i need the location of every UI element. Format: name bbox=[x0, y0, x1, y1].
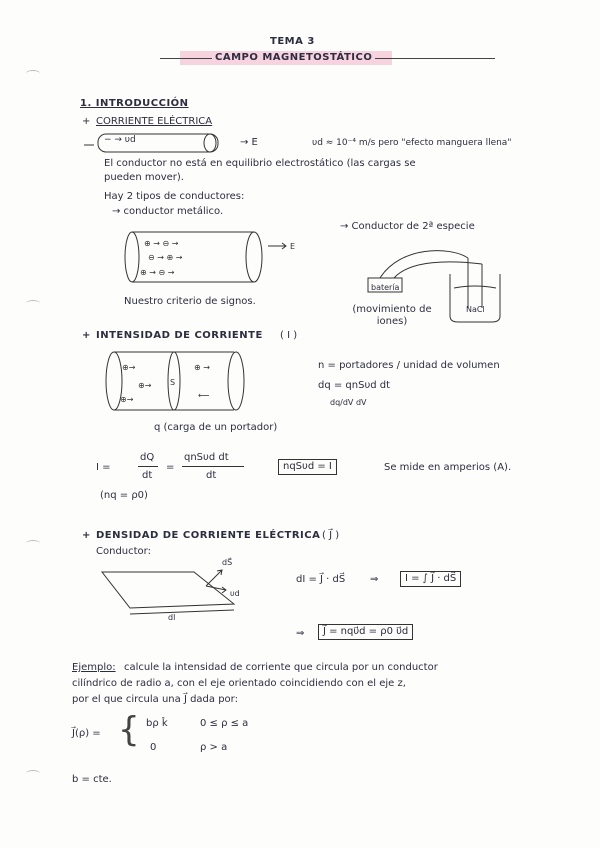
field-label: → E bbox=[240, 137, 258, 148]
theme-number: TEMA 3 bbox=[270, 36, 315, 47]
intensity-lhs: I = bbox=[96, 462, 111, 473]
piecewise-expression: 0 bbox=[150, 742, 157, 753]
conductor-label: Conductor: bbox=[96, 546, 151, 557]
implies-arrow: ⇒ bbox=[296, 628, 305, 639]
fraction-numerator: qnSυd dt bbox=[184, 452, 229, 463]
speed-note: υd ≈ 10⁻⁴ m/s pero "efecto manguera llena" bbox=[312, 138, 512, 148]
rho-note: (nq = ρ0) bbox=[100, 490, 148, 501]
carrier-density-definition: n = portadores / unidad de volumen bbox=[318, 360, 500, 371]
svg-text:⊖ → ⊕ →: ⊖ → ⊕ → bbox=[148, 253, 183, 262]
text-line: Hay 2 tipos de conductores: bbox=[104, 191, 245, 202]
punch-mark bbox=[26, 70, 40, 77]
fraction-denominator: dt bbox=[142, 470, 153, 481]
subsection-title: CORRIENTE ELÉCTRICA bbox=[96, 116, 213, 127]
conductor-type: → conductor metálico. bbox=[112, 206, 224, 217]
subsection-title: INTENSIDAD DE CORRIENTE bbox=[96, 330, 263, 341]
subsection-title: DENSIDAD DE CORRIENTE ELÉCTRICA bbox=[96, 530, 321, 541]
solution-label: NaCl bbox=[466, 305, 485, 314]
area-vector-label: dS⃗ bbox=[222, 558, 233, 567]
bullet: + bbox=[82, 330, 91, 341]
page-title: CAMPO MAGNETOSTÁTICO bbox=[212, 52, 375, 64]
punch-mark bbox=[26, 770, 40, 777]
svg-text:⊕ → ⊖ →: ⊕ → ⊖ → bbox=[140, 268, 175, 277]
example-line: calcule la intensidad de corriente que circula por un conductor bbox=[124, 662, 438, 673]
current-integral-box: I = ∫ J⃗ · dS⃗ bbox=[400, 571, 461, 587]
example-label: Ejemplo: bbox=[72, 662, 116, 673]
fraction-denominator: dt bbox=[206, 470, 217, 481]
svg-text:⊕→: ⊕→ bbox=[122, 363, 136, 372]
units-note: Se mide en amperios (A). bbox=[384, 462, 512, 473]
piecewise-condition: 0 ≤ ρ ≤ a bbox=[200, 718, 249, 729]
drift-velocity-label: υd bbox=[230, 589, 240, 598]
charge-differential-note: dq/dV dV bbox=[330, 398, 367, 407]
charge-definition: q (carga de un portador) bbox=[154, 422, 278, 433]
piecewise-condition: ρ > a bbox=[200, 742, 228, 753]
bullet: + bbox=[82, 116, 91, 127]
metallic-conductor-diagram bbox=[118, 228, 318, 290]
piecewise-lhs: J⃗(ρ) = bbox=[72, 728, 101, 739]
length-label: dl bbox=[168, 613, 176, 622]
wire-label: − → υd bbox=[104, 135, 136, 145]
implies-arrow: ⇒ bbox=[370, 574, 379, 585]
intensity-symbol: ( I ) bbox=[280, 330, 298, 341]
text-line: pueden mover). bbox=[104, 172, 184, 183]
fraction-bar bbox=[138, 466, 158, 467]
example-line: por el que circula una J⃗ dada por: bbox=[72, 694, 238, 705]
svg-text:⊕→: ⊕→ bbox=[138, 381, 152, 390]
svg-text:⊕→: ⊕→ bbox=[120, 395, 134, 404]
svg-text:E: E bbox=[290, 242, 296, 251]
equals-sign: = bbox=[166, 462, 175, 473]
fraction-bar bbox=[182, 466, 244, 467]
svg-text:⟵: ⟵ bbox=[198, 391, 210, 400]
density-symbol: ( J⃗ ) bbox=[322, 530, 340, 541]
svg-text:⊕ → ⊖ →: ⊕ → ⊖ → bbox=[144, 239, 179, 248]
section-heading: 1. INTRODUCCIÓN bbox=[80, 98, 189, 109]
constant-note: b = cte. bbox=[72, 774, 112, 785]
sign-criterion: Nuestro criterio de signos. bbox=[124, 296, 256, 307]
punch-mark bbox=[26, 300, 40, 307]
example-line: cilíndrico de radio a, con el eje orientado coincidiendo con el eje z, bbox=[72, 678, 406, 689]
bullet: + bbox=[82, 530, 91, 541]
fraction-numerator: dQ bbox=[140, 452, 155, 463]
svg-text:S: S bbox=[170, 378, 176, 387]
ion-movement-note: (movimiento de iones) bbox=[352, 304, 432, 327]
piecewise-expression: bρ k̂ bbox=[146, 718, 168, 729]
punch-mark bbox=[26, 540, 40, 547]
current-cylinder-diagram bbox=[104, 348, 254, 418]
current-differential: dI = J⃗ · dS⃗ bbox=[296, 574, 346, 585]
conductor-type: → Conductor de 2ª especie bbox=[340, 221, 475, 232]
current-density-box: J⃗ = nqυ⃗d = ρ0 υ⃗d bbox=[318, 624, 413, 640]
piecewise-brace: { bbox=[118, 710, 140, 750]
text-line: El conductor no está en equilibrio electrostático (las cargas se bbox=[104, 158, 416, 169]
battery-label: batería bbox=[371, 283, 400, 292]
svg-text:⊕ →: ⊕ → bbox=[194, 363, 210, 372]
charge-differential: dq = qnSυd dt bbox=[318, 380, 391, 391]
intensity-result-box: nqSυd = I bbox=[278, 459, 337, 475]
